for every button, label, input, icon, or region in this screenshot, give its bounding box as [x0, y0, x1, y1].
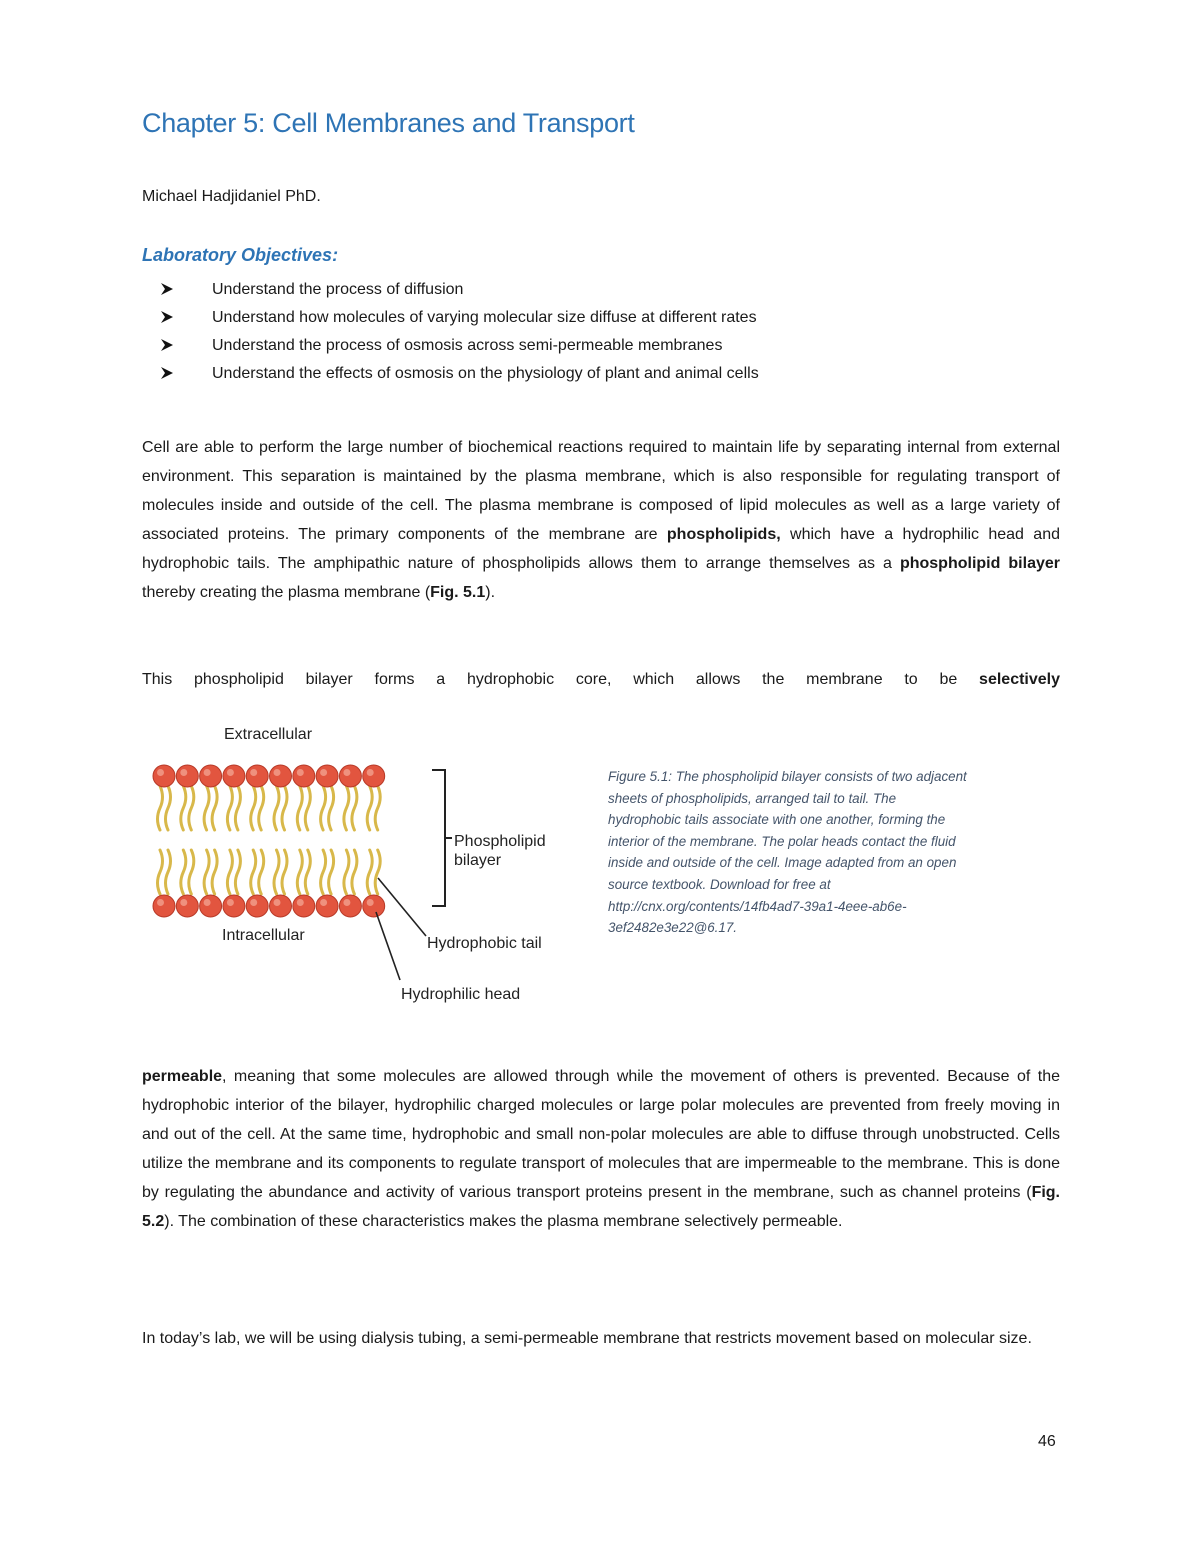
- lipid-head-highlight: [204, 899, 211, 906]
- caption-line: sheets of phospholipids, arranged tail to tail. The: [608, 790, 897, 806]
- objective-text: Understand the process of osmosis across semi-permeable membranes: [212, 337, 723, 354]
- arrow-bullet-icon: [160, 282, 174, 296]
- lipid-tail: [329, 786, 334, 830]
- lipid-tail: [305, 850, 310, 894]
- objective-text: Understand the process of diffusion: [212, 281, 464, 298]
- extracellular-label: Extracellular: [224, 726, 313, 743]
- lipid-head: [293, 765, 315, 787]
- lipid-tail: [367, 850, 372, 894]
- objective-text: Understand the effects of osmosis on the physiology of plant and animal cells: [212, 365, 759, 382]
- lipid-head: [270, 765, 292, 787]
- lipid-tail: [282, 850, 287, 894]
- chapter-title: Chapter 5: Cell Membranes and Transport: [142, 108, 635, 138]
- objective-item: [160, 332, 759, 360]
- lipid-tail: [344, 850, 349, 894]
- arrow-bullet-icon: [160, 338, 174, 352]
- lipid-tail: [189, 786, 194, 830]
- objective-text: Understand how molecules of varying molecular size diffuse at different rates: [212, 309, 757, 326]
- caption-line: http://cnx.org/contents/14fb4ad7-39a1-4eee-ab6e-: [608, 898, 907, 914]
- lipid-tail: [344, 786, 349, 830]
- lipid-head-highlight: [367, 769, 374, 776]
- lipid-tail: [166, 786, 171, 830]
- bilayer-label-line2: bilayer: [454, 852, 502, 869]
- lipid-head-highlight: [227, 769, 234, 776]
- objectives-heading: Laboratory Objectives:: [142, 245, 339, 265]
- bold-term: permeable: [142, 1068, 223, 1085]
- caption-line: inside and outside of the cell. Image adapted from an open: [608, 855, 957, 871]
- arrow-bullet-icon: [160, 366, 174, 380]
- lipid-tail: [212, 850, 217, 894]
- lipid-tail: [352, 786, 357, 830]
- lipid-head-highlight: [297, 769, 304, 776]
- lipid-head: [339, 895, 361, 917]
- author-line: Michael Hadjidaniel PhD.: [142, 188, 321, 205]
- lipid-head: [246, 765, 268, 787]
- lipid-head-highlight: [297, 899, 304, 906]
- lipid-tail: [204, 786, 209, 830]
- lipid-tail: [251, 850, 256, 894]
- lipid-head: [339, 765, 361, 787]
- lipid-head: [176, 895, 198, 917]
- lipid-tail: [329, 850, 334, 894]
- text-run: ).: [485, 583, 496, 601]
- lipid-head-highlight: [204, 769, 211, 776]
- bilayer-paragraph-start: [142, 666, 1060, 695]
- lipid-head-highlight: [274, 899, 281, 906]
- page-number: 46: [1038, 1433, 1056, 1450]
- objective-item: [160, 304, 759, 332]
- lipid-tail: [181, 786, 186, 830]
- lipid-tail: [235, 786, 240, 830]
- lipid-head-highlight: [157, 769, 164, 776]
- lipid-head: [223, 765, 245, 787]
- lipid-tail: [367, 786, 372, 830]
- lipid-tail: [235, 850, 240, 894]
- text-run: thereby creating the plasma membrane (: [142, 583, 431, 601]
- figure-reference: Fig. 5.1: [430, 583, 486, 601]
- bilayer-label-line1: Phospholipid: [454, 833, 546, 850]
- lipid-tail: [212, 786, 217, 830]
- dialysis-paragraph: In today’s lab, we will be using dialysis tubing, a semi-permeable membrane that restricts movement based on molecular size.: [142, 1330, 1032, 1347]
- lipid-head-highlight: [250, 769, 257, 776]
- bilayer-illustration: [153, 765, 385, 917]
- phospholipid-bilayer-figure: [142, 718, 582, 1008]
- bilayer-bracket: [432, 770, 452, 906]
- objective-item: [160, 276, 759, 304]
- pointer-lines: [376, 878, 426, 980]
- text-run: Cell are able to perform the large number of biochemical reactions required to maintain life by separating internal from external environment. This separation is maintained by the plasma membrane, which is also responsible for regulating transport of molecules inside and outside of the cell. The plasma membrane is composed of lipid molecules as well as a large variety of associated proteins. The primary components of the membrane are: [142, 439, 1060, 543]
- caption-line: Figure 5.1: The phospholipid bilayer consists of two adjacent: [608, 769, 967, 784]
- lipid-head-highlight: [320, 899, 327, 906]
- lipid-tail: [158, 786, 163, 830]
- lipid-head-highlight: [180, 899, 187, 906]
- lipid-head: [223, 895, 245, 917]
- lipid-head: [153, 765, 175, 787]
- lipid-head: [200, 765, 222, 787]
- lipid-tail: [158, 850, 163, 894]
- lipid-head-highlight: [274, 769, 281, 776]
- lipid-tail: [305, 786, 310, 830]
- lipid-tail: [297, 850, 302, 894]
- caption-line: hydrophobic tails associate with one another, forming the: [608, 812, 946, 828]
- bold-term: phospholipid bilayer: [899, 554, 1060, 572]
- lipid-tail: [274, 786, 279, 830]
- lipid-tail: [259, 786, 264, 830]
- lipid-tail: [227, 850, 232, 894]
- intracellular-label: Intracellular: [222, 927, 305, 944]
- lipid-tail: [259, 850, 264, 894]
- hydrophilic-head-label: Hydrophilic head: [401, 986, 521, 1003]
- lipid-head: [363, 765, 385, 787]
- lipid-tail: [375, 850, 380, 894]
- figure-reference: Fig. 5.2: [142, 1183, 1060, 1230]
- lipid-tail: [282, 786, 287, 830]
- lipid-head: [293, 895, 315, 917]
- caption-line: interior of the membrane. The polar heads contact the fluid: [608, 833, 956, 849]
- text-run: , meaning that some molecules are allowed through while the movement of others is prevented. Because of the hydrophobic interior of the bilayer, hydrophilic charged molecules or large polar molecules are prevented from freely moving in and out of the cell. At the same time, hydrophobic and small non-polar molecules are able to diffuse through unobstructed. Cells utilize the membrane and its components to regulate transport of molecules that are impermeable to the membrane. This is done by regulating the abundance and activity of various transport proteins present in the membrane, such as channel proteins (: [142, 1068, 1060, 1201]
- lipid-tail: [204, 850, 209, 894]
- lipid-head: [246, 895, 268, 917]
- lipid-tail: [166, 850, 171, 894]
- lipid-head: [270, 895, 292, 917]
- lipid-head-highlight: [157, 899, 164, 906]
- lipid-tail: [321, 786, 326, 830]
- lipid-tail: [321, 850, 326, 894]
- arrow-bullet-icon: [160, 310, 174, 324]
- lipid-head-highlight: [367, 899, 374, 906]
- lipid-head: [176, 765, 198, 787]
- intro-paragraph: [142, 434, 1060, 607]
- lipid-tail: [375, 786, 380, 830]
- lipid-tail: [227, 786, 232, 830]
- text-run: ). The combination of these characteristics makes the plasma membrane selectively permeable.: [164, 1212, 843, 1230]
- caption-line: source textbook. Download for free at: [608, 876, 831, 892]
- lipid-head-highlight: [227, 899, 234, 906]
- lipid-head-highlight: [343, 899, 350, 906]
- lipid-tail: [181, 850, 186, 894]
- lipid-head: [153, 895, 175, 917]
- lipid-head-highlight: [250, 899, 257, 906]
- lipid-head-highlight: [343, 769, 350, 776]
- lipid-tail: [189, 850, 194, 894]
- permeability-paragraph: [142, 1063, 1060, 1236]
- lipid-head: [316, 765, 338, 787]
- figure-caption: [608, 766, 1058, 939]
- lipid-head: [200, 895, 222, 917]
- objective-item: [160, 360, 759, 388]
- bold-term: phospholipids,: [666, 525, 781, 543]
- lipid-head: [316, 895, 338, 917]
- bold-term: selectively: [979, 671, 1060, 688]
- lipid-tail: [274, 850, 279, 894]
- lipid-head-highlight: [320, 769, 327, 776]
- lipid-tail: [352, 850, 357, 894]
- lipid-head: [363, 895, 385, 917]
- lipid-tail: [297, 786, 302, 830]
- lipid-tail: [251, 786, 256, 830]
- hydrophobic-tail-label: Hydrophobic tail: [427, 935, 542, 952]
- lipid-head-highlight: [180, 769, 187, 776]
- caption-line: 3ef2482e3e22@6.17.: [608, 920, 738, 936]
- text-run: which have a hydrophilic head and hydrophobic tails. The amphipathic nature of phospholipids allows them to arrange themselves as a: [142, 525, 1060, 572]
- text-run: This phospholipid bilayer forms a hydrophobic core, which allows the membrane to be: [142, 671, 980, 688]
- objectives-list: [160, 276, 759, 388]
